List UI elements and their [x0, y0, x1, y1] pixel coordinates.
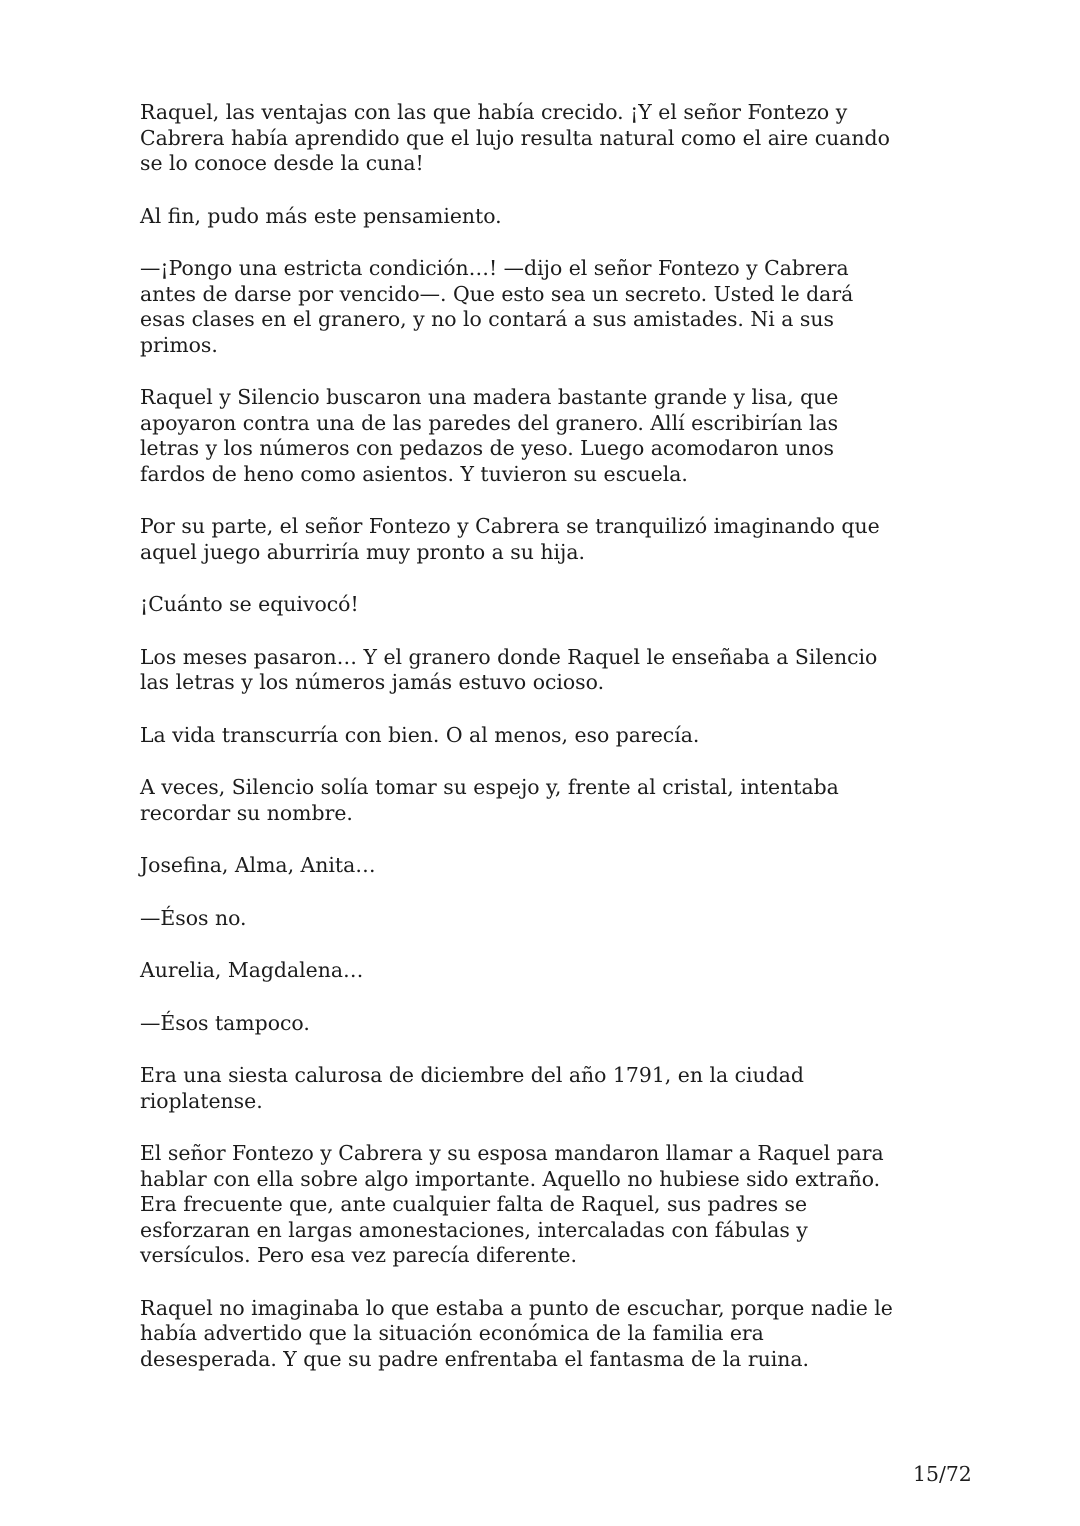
- paragraph: Por su parte, el señor Fontezo y Cabrera se tranquilizó imaginando que aquel juego aburriría muy pronto a su hija.: [140, 514, 880, 564]
- paragraph: —Ésos tampoco.: [140, 1010, 310, 1035]
- page-body: [140, 100, 950, 1399]
- paragraph: Raquel no imaginaba lo que estaba a punto de escuchar, porque nadie le había advertido que la situación económica de la familia era desesperada. Y que su padre enfrentaba el fantasma de la ruina.: [140, 1295, 893, 1371]
- paragraph: Los meses pasaron… Y el granero donde Raquel le enseñaba a Silencio las letras y los números jamás estuvo ocioso.: [140, 644, 878, 694]
- paragraph: Era una siesta calurosa de diciembre del año 1791, en la ciudad rioplatense.: [140, 1063, 804, 1113]
- paragraph: La vida transcurría con bien. O al menos, eso parecía.: [140, 722, 700, 747]
- paragraph: —¡Pongo una estricta condición…! —dijo el señor Fontezo y Cabrera antes de darse por vencido—. Que esto sea un secreto. Usted le dará esas clases en el granero, y no lo contará a sus amistades. Ni a sus primos.: [140, 256, 854, 357]
- paragraph: A veces, Silencio solía tomar su espejo y, frente al cristal, intentaba recordar su nombre.: [140, 775, 839, 825]
- page-number: 15/72: [913, 1462, 972, 1486]
- paragraph: Josefina, Alma, Anita…: [140, 853, 376, 877]
- paragraph: ¡Cuánto se equivocó!: [140, 592, 359, 616]
- paragraph: —Ésos no.: [140, 905, 247, 930]
- paragraph: El señor Fontezo y Cabrera y su esposa mandaron llamar a Raquel para hablar con ella sobre algo importante. Aquello no hubiese sido extraño. Era frecuente que, ante cualquier falta de Raquel, sus padres se esforzaran en largas amonestaciones, intercaladas con fábulas y versículos. Pero esa vez parecía diferente.: [140, 1141, 884, 1267]
- paragraph: Al fin, pudo más este pensamiento.: [140, 203, 502, 228]
- paragraph: Aurelia, Magdalena…: [140, 958, 364, 982]
- paragraph: Raquel y Silencio buscaron una madera bastante grande y lisa, que apoyaron contra una de las paredes del granero. Allí escribirían las letras y los números con pedazos de yeso. Luego acomodaron unos fardos de heno como asientos. Y tuvieron su escuela.: [140, 385, 839, 486]
- paragraph: Raquel, las ventajas con las que había crecido. ¡Y el señor Fontezo y Cabrera había aprendido que el lujo resulta natural como el aire cuando se lo conoce desde la cuna!: [140, 100, 890, 175]
